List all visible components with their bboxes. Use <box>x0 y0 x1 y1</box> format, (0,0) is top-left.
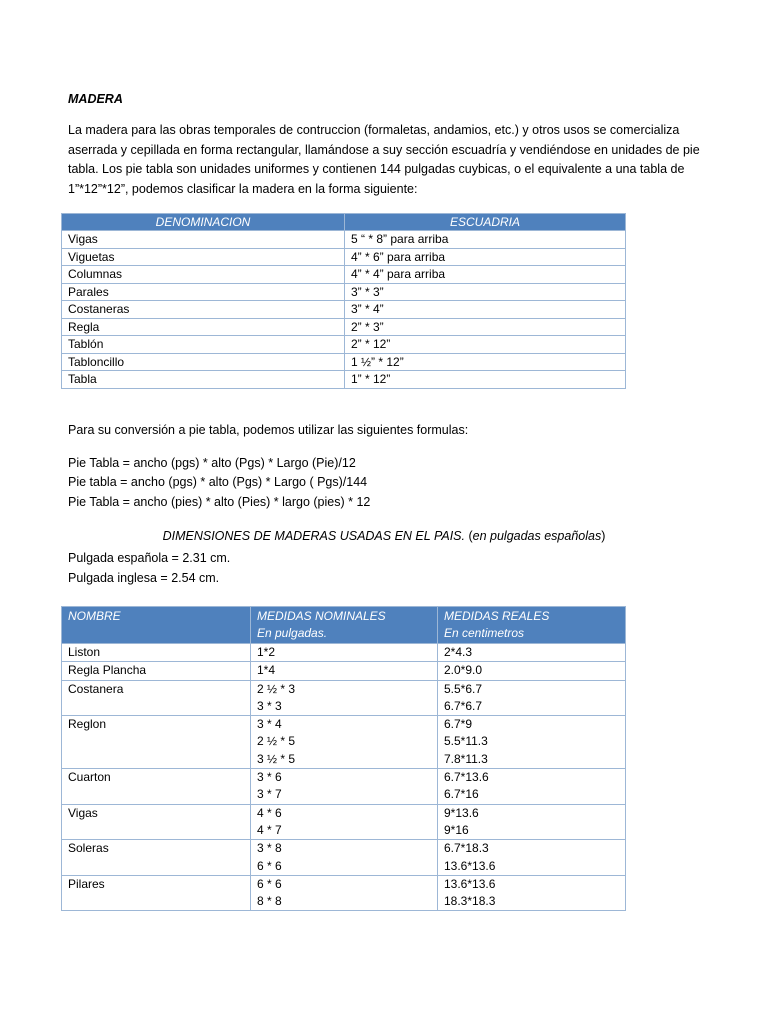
cell-medida-nominal <box>251 840 438 876</box>
escuadria-table <box>61 213 626 389</box>
cell-medida-real <box>438 716 626 769</box>
table-row <box>62 680 626 716</box>
table-header-row <box>62 214 626 231</box>
header-medidas-reales <box>438 607 626 644</box>
cell-escuadria: 4” * 6” para arriba <box>345 248 626 266</box>
measure-value: 6 * 6 <box>257 858 282 873</box>
cell-denominacion: Columnas <box>62 266 345 284</box>
measure-value: 6.7*13.6 <box>444 770 489 785</box>
cell-nombre: Costanera <box>62 680 251 716</box>
cell-denominacion: Parales <box>62 283 345 301</box>
cell-nombre: Pilares <box>62 875 251 911</box>
measure-value: 6.7*9 <box>444 717 473 732</box>
cell-medida-nominal <box>251 804 438 840</box>
measure-value: 1*2 <box>257 645 276 659</box>
formula-line: Pie tabla = ancho (pgs) * alto (Pgs) * Largo ( Pgs)/144 <box>68 475 368 489</box>
header-line: En pulgadas. <box>257 626 328 640</box>
measure-value: 3 * 8 <box>257 841 282 856</box>
measure-value: 8 * 8 <box>257 894 282 909</box>
cell-denominacion: Tabla <box>62 371 345 389</box>
cell-medida-real <box>438 875 626 911</box>
measure-value: 9*16 <box>444 822 469 837</box>
cell-escuadria: 2” * 3” <box>345 318 626 336</box>
cell-medida-real <box>438 662 626 680</box>
measure-value: 2.0*9.0 <box>444 663 483 678</box>
cell-medida-real <box>438 644 626 662</box>
table-row <box>62 644 626 662</box>
measure-value: 2 ½ * 5 <box>257 734 296 749</box>
cell-medida-real <box>438 680 626 716</box>
measure-value: 4 * 7 <box>257 822 282 837</box>
conversion-intro: Para su conversión a pie tabla, podemos utilizar las siguientes formulas: <box>68 423 469 437</box>
measure-value: 3 * 3 <box>257 698 282 713</box>
intro-line: aserrada y cepillada en forma rectangular, llamándose a suy sección escuadría y vendiéndose en unidades de pie <box>68 142 700 157</box>
table-row <box>62 248 626 266</box>
measure-value: 6.7*16 <box>444 787 479 802</box>
table-row <box>62 840 626 876</box>
header-line: NOMBRE <box>68 609 121 623</box>
cell-nombre: Soleras <box>62 840 251 876</box>
cell-medida-nominal <box>251 769 438 805</box>
table-row <box>62 301 626 319</box>
cell-medida-nominal <box>251 875 438 911</box>
measure-value: 5.5*11.3 <box>444 734 488 749</box>
measure-value: 9*13.6 <box>444 805 479 820</box>
measure-value: 6.7*6.7 <box>444 698 483 713</box>
measure-value: 6.7*18.3 <box>444 841 489 856</box>
cell-escuadria: 2” * 12” <box>345 336 626 354</box>
cell-nombre: Liston <box>62 644 251 662</box>
cell-nombre: Reglon <box>62 716 251 769</box>
subtitle-paren-open: ( <box>465 529 473 543</box>
intro-line: 1”*12”*12”, podemos clasificar la madera en la forma siguiente: <box>68 181 418 196</box>
subtitle-main: DIMENSIONES DE MADERAS USADAS EN EL PAIS. <box>162 529 465 543</box>
intro-line: tabla. Los pie tabla son unidades uniformes y contienen 144 pulgadas cuybicas, o el equivalente a una tabla de <box>68 162 685 176</box>
table-row <box>62 716 626 769</box>
header-nombre <box>62 607 251 644</box>
formula-line: Pie Tabla = ancho (pgs) * alto (Pgs) * Largo (Pie)/12 <box>68 455 356 470</box>
measure-value: 13.6*13.6 <box>444 876 496 891</box>
subtitle-paren-text: en pulgadas españolas <box>472 529 602 543</box>
cell-denominacion: Regla <box>62 318 345 336</box>
unit-conversions <box>68 549 230 588</box>
dimensions-table <box>61 606 626 911</box>
cell-nombre: Vigas <box>62 804 251 840</box>
measure-value: 1*4 <box>257 663 276 678</box>
table-row <box>62 353 626 371</box>
cell-denominacion: Vigas <box>62 231 345 249</box>
measure-value: 6 * 6 <box>257 876 282 891</box>
header-escuadria: ESCUADRIA <box>345 214 626 231</box>
cell-medida-nominal <box>251 680 438 716</box>
cell-escuadria: 4” * 4” para arriba <box>345 266 626 284</box>
cell-escuadria: 3” * 4” <box>345 301 626 319</box>
measure-value: 5.5*6.7 <box>444 681 483 696</box>
table-header-row <box>62 607 626 644</box>
cell-medida-real <box>438 840 626 876</box>
header-line: MEDIDAS NOMINALES <box>257 609 386 623</box>
cell-denominacion: Viguetas <box>62 248 345 266</box>
table-row <box>62 231 626 249</box>
formula-line: Pie Tabla = ancho (pies) * alto (Pies) * largo (pies) * 12 <box>68 494 371 509</box>
measure-value: 3 * 4 <box>257 717 282 732</box>
table-row <box>62 318 626 336</box>
table-row <box>62 336 626 354</box>
measure-value: 3 * 7 <box>257 787 282 802</box>
table-row <box>62 662 626 680</box>
cell-nombre: Cuarton <box>62 769 251 805</box>
cell-denominacion: Tabloncillo <box>62 353 345 371</box>
cell-medida-nominal <box>251 644 438 662</box>
cell-medida-nominal <box>251 716 438 769</box>
cell-medida-nominal <box>251 662 438 680</box>
header-line: En centimetros <box>444 626 525 640</box>
formulas-section <box>68 421 468 512</box>
cell-medida-real <box>438 769 626 805</box>
table-row <box>62 875 626 911</box>
unit-line: Pulgada inglesa = 2.54 cm. <box>68 570 220 585</box>
measure-value: 3 ½ * 5 <box>257 751 296 766</box>
cell-escuadria: 5 “ * 8” para arriba <box>345 231 626 249</box>
measure-value: 2 ½ * 3 <box>257 681 296 696</box>
cell-escuadria: 1 ½” * 12” <box>345 353 626 371</box>
table-row <box>62 283 626 301</box>
table-row <box>62 804 626 840</box>
cell-nombre: Regla Plancha <box>62 662 251 680</box>
measure-value: 13.6*13.6 <box>444 858 496 873</box>
measure-value: 3 * 6 <box>257 770 282 785</box>
header-line: MEDIDAS REALES <box>444 609 550 623</box>
table-row <box>62 371 626 389</box>
measure-value: 7.8*11.3 <box>444 751 488 766</box>
cell-denominacion: Costaneras <box>62 301 345 319</box>
cell-escuadria: 1” * 12” <box>345 371 626 389</box>
subtitle-paren-close: ) <box>601 529 606 543</box>
header-medidas-nominales <box>251 607 438 644</box>
measure-value: 2*4.3 <box>444 645 473 659</box>
table-row <box>62 769 626 805</box>
cell-denominacion: Tablón <box>62 336 345 354</box>
intro-paragraph <box>68 121 708 199</box>
cell-escuadria: 3” * 3” <box>345 283 626 301</box>
unit-line: Pulgada española = 2.31 cm. <box>68 551 231 565</box>
table-row <box>62 266 626 284</box>
document-title: MADERA <box>68 92 123 106</box>
measure-value: 4 * 6 <box>257 805 282 820</box>
cell-medida-real <box>438 804 626 840</box>
header-denominacion: DENOMINACION <box>62 214 345 231</box>
measure-value: 18.3*18.3 <box>444 894 496 909</box>
intro-line: La madera para las obras temporales de contruccion (formaletas, andamios, etc.) y otros usos se comercializa <box>68 123 680 137</box>
dimensions-subtitle <box>0 529 768 543</box>
